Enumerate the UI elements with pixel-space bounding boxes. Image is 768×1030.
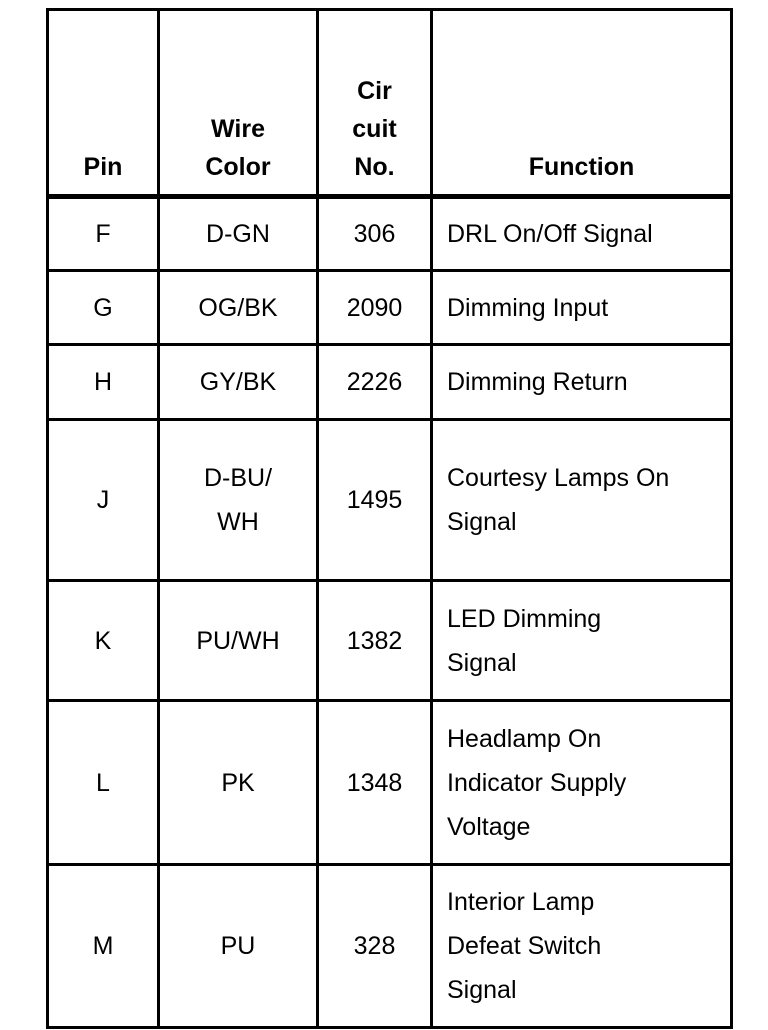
table-header-row	[48, 10, 732, 197]
wire-color-cell: OG/BK	[159, 271, 318, 345]
function-cell: Dimming Input	[432, 271, 732, 345]
circuit-no-cell: 328	[318, 865, 432, 1028]
table-row	[48, 197, 732, 271]
header-function: Function	[432, 10, 732, 197]
pin-cell: M	[48, 865, 159, 1028]
circuit-no-cell: 1495	[318, 420, 432, 581]
wire-color-cell: PU	[159, 865, 318, 1028]
pin-cell: F	[48, 197, 159, 271]
connector-pinout-table	[46, 8, 733, 1029]
wire-color-cell: PK	[159, 701, 318, 865]
pin-cell: G	[48, 271, 159, 345]
table-row	[48, 271, 732, 345]
function-cell: DRL On/Off Signal	[432, 197, 732, 271]
function-cell: LED Dimming Signal	[432, 581, 732, 701]
circuit-no-cell: 2226	[318, 345, 432, 420]
table-row	[48, 581, 732, 701]
header-pin: Pin	[48, 10, 159, 197]
pin-cell: J	[48, 420, 159, 581]
function-cell: Headlamp On Indicator Supply Voltage	[432, 701, 732, 865]
wire-color-cell: D-BU/ WH	[159, 420, 318, 581]
circuit-no-cell: 1382	[318, 581, 432, 701]
function-cell: Dimming Return	[432, 345, 732, 420]
table-body	[48, 197, 732, 1028]
function-cell: Courtesy Lamps On Signal	[432, 420, 732, 581]
circuit-no-cell: 1348	[318, 701, 432, 865]
header-circuit-no: Cir cuit No.	[318, 10, 432, 197]
wire-color-cell: PU/WH	[159, 581, 318, 701]
wire-color-cell: D-GN	[159, 197, 318, 271]
function-cell: Interior Lamp Defeat Switch Signal	[432, 865, 732, 1028]
header-wire-color: Wire Color	[159, 10, 318, 197]
table-row	[48, 420, 732, 581]
circuit-no-cell: 2090	[318, 271, 432, 345]
pin-cell: K	[48, 581, 159, 701]
table-row	[48, 865, 732, 1028]
pin-cell: H	[48, 345, 159, 420]
circuit-no-cell: 306	[318, 197, 432, 271]
pin-cell: L	[48, 701, 159, 865]
table-row	[48, 345, 732, 420]
table-row	[48, 701, 732, 865]
wire-color-cell: GY/BK	[159, 345, 318, 420]
